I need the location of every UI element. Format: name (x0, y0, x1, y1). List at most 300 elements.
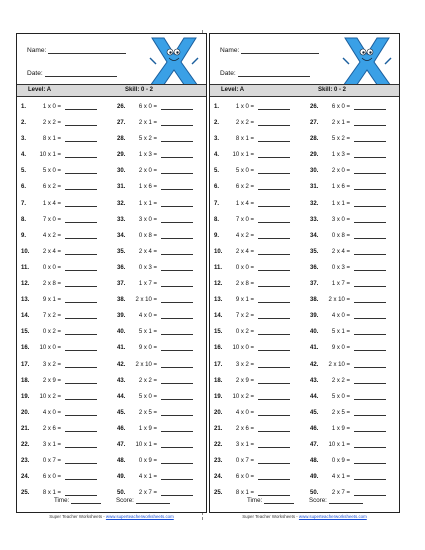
level-bar (210, 84, 399, 97)
name-field[interactable] (220, 46, 319, 54)
answer-blank[interactable] (354, 104, 386, 110)
answer-blank[interactable] (354, 410, 386, 416)
problem-number: 35. (310, 248, 319, 255)
problem-item (21, 120, 97, 126)
answer-blank[interactable] (65, 474, 97, 480)
problem-expression: 2 x 0 = (331, 168, 350, 175)
problem-number: 23. (21, 458, 30, 465)
problem-item (310, 201, 386, 207)
problem-number: 50. (310, 490, 319, 497)
problem-item (310, 313, 386, 319)
problem-item (214, 281, 290, 287)
answer-blank[interactable] (258, 281, 290, 287)
answer-blank[interactable] (161, 120, 193, 126)
problem-expression: 2 x 7 = (331, 490, 350, 497)
answer-blank[interactable] (161, 136, 193, 142)
time-field[interactable] (247, 497, 294, 504)
problem-item (310, 442, 386, 448)
answer-blank[interactable] (65, 313, 97, 319)
problem-item (214, 297, 290, 303)
answer-blank[interactable] (258, 329, 290, 335)
answer-blank[interactable] (354, 152, 386, 158)
answer-blank[interactable] (354, 442, 386, 448)
problem-expression: 8 x 1 = (235, 490, 254, 497)
problem-item (310, 458, 386, 464)
problem-expression: 5 x 1 = (331, 329, 350, 336)
problem-row (17, 149, 206, 165)
answer-blank[interactable] (354, 313, 386, 319)
answer-blank[interactable] (161, 297, 193, 303)
answer-blank[interactable] (161, 201, 193, 207)
problem-number: 11. (214, 264, 223, 271)
problem-item (310, 410, 386, 416)
problem-row (210, 181, 399, 197)
answer-blank[interactable] (65, 152, 97, 158)
problem-number: 5. (21, 168, 27, 175)
answer-blank[interactable] (65, 458, 97, 464)
answer-blank[interactable] (354, 474, 386, 480)
problem-item (310, 265, 386, 271)
problem-item (214, 201, 290, 207)
problem-number: 16. (214, 345, 223, 352)
problem-row (210, 149, 399, 165)
problem-expression: 5 x 0 = (235, 168, 254, 175)
problem-number: 12. (214, 281, 223, 288)
answer-blank[interactable] (258, 426, 290, 432)
problem-item (310, 152, 386, 158)
answer-blank[interactable] (258, 152, 290, 158)
problem-expression: 0 x 2 = (235, 329, 254, 336)
answer-blank[interactable] (354, 426, 386, 432)
problem-row (210, 407, 399, 423)
problem-item (117, 378, 193, 384)
problem-number: 33. (310, 216, 319, 223)
problem-number: 43. (310, 377, 319, 384)
problem-expression: 10 x 2 = (39, 393, 61, 400)
problem-expression: 2 x 8 = (42, 281, 61, 288)
problem-item (214, 329, 290, 335)
answer-blank[interactable] (65, 442, 97, 448)
problem-row (210, 455, 399, 471)
name-blank[interactable] (241, 46, 319, 54)
score-label: Score: (116, 497, 134, 504)
problem-row (17, 455, 206, 471)
problem-number: 36. (310, 264, 319, 271)
problem-item (117, 442, 193, 448)
answer-blank[interactable] (354, 362, 386, 368)
problem-expression: 9 x 0 = (331, 345, 350, 352)
answer-blank[interactable] (258, 104, 290, 110)
problem-expression: 2 x 10 = (328, 361, 350, 368)
answer-blank[interactable] (258, 249, 290, 255)
problem-expression: 10 x 1 = (39, 152, 61, 159)
answer-blank[interactable] (258, 378, 290, 384)
problem-item (117, 362, 193, 368)
answer-blank[interactable] (258, 458, 290, 464)
answer-blank[interactable] (161, 249, 193, 255)
problem-expression: 1 x 3 = (138, 152, 157, 159)
answer-blank[interactable] (354, 378, 386, 384)
problem-expression: 2 x 9 = (235, 377, 254, 384)
answer-blank[interactable] (258, 201, 290, 207)
answer-blank[interactable] (65, 329, 97, 335)
name-field[interactable] (27, 46, 126, 54)
answer-blank[interactable] (65, 104, 97, 110)
answer-blank[interactable] (65, 120, 97, 126)
problem-number: 44. (117, 393, 126, 400)
problem-item (310, 394, 386, 400)
date-blank[interactable] (238, 69, 310, 77)
answer-blank[interactable] (161, 442, 193, 448)
problem-number: 6. (214, 184, 220, 191)
answer-blank[interactable] (354, 281, 386, 287)
problem-expression: 1 x 1 = (331, 200, 350, 207)
worksheet-footer (17, 495, 206, 509)
problem-item (117, 152, 193, 158)
answer-blank[interactable] (354, 217, 386, 223)
problem-number: 45. (310, 409, 319, 416)
problem-row (17, 262, 206, 278)
answer-blank[interactable] (354, 168, 386, 174)
problem-expression: 1 x 6 = (138, 184, 157, 191)
problem-item (117, 217, 193, 223)
problem-expression: 6 x 0 = (138, 104, 157, 110)
answer-blank[interactable] (161, 233, 193, 239)
problem-expression: 3 x 2 = (235, 361, 254, 368)
answer-blank[interactable] (258, 474, 290, 480)
answer-blank[interactable] (65, 410, 97, 416)
problem-item (21, 442, 97, 448)
problem-item (21, 201, 97, 207)
answer-blank[interactable] (65, 426, 97, 432)
problem-expression: 2 x 10 = (135, 297, 157, 304)
problem-number: 40. (117, 329, 126, 336)
problem-expression: 2 x 4 = (331, 248, 350, 255)
answer-blank[interactable] (161, 458, 193, 464)
problem-item (117, 249, 193, 255)
answer-blank[interactable] (65, 217, 97, 223)
answer-blank[interactable] (258, 217, 290, 223)
problem-row (210, 342, 399, 358)
answer-blank[interactable] (161, 168, 193, 174)
problem-number: 39. (310, 313, 319, 320)
score-blank[interactable] (136, 497, 170, 504)
answer-blank[interactable] (65, 345, 97, 351)
problem-number: 4. (214, 152, 220, 159)
problem-expression: 1 x 7 = (138, 281, 157, 288)
problem-number: 15. (214, 329, 223, 336)
answer-blank[interactable] (161, 329, 193, 335)
answer-blank[interactable] (161, 474, 193, 480)
problem-number: 42. (117, 361, 126, 368)
answer-blank[interactable] (161, 184, 193, 190)
answer-blank[interactable] (258, 233, 290, 239)
problem-expression: 2 x 2 = (42, 120, 61, 127)
problem-number: 30. (310, 168, 319, 175)
problem-row (17, 181, 206, 197)
problem-row (210, 117, 399, 133)
problem-number: 24. (214, 474, 223, 481)
answer-blank[interactable] (65, 249, 97, 255)
problem-row (17, 117, 206, 133)
problem-expression: 1 x 3 = (331, 152, 350, 159)
problem-row (17, 359, 206, 375)
problem-expression: 5 x 2 = (331, 136, 350, 143)
answer-blank[interactable] (354, 265, 386, 271)
problem-number: 49. (310, 474, 319, 481)
problem-row (17, 214, 206, 230)
answer-blank[interactable] (354, 394, 386, 400)
answer-blank[interactable] (354, 120, 386, 126)
problem-expression: 1 x 1 = (138, 200, 157, 207)
problem-row (17, 310, 206, 326)
answer-blank[interactable] (258, 394, 290, 400)
answer-blank[interactable] (258, 297, 290, 303)
problem-expression: 9 x 0 = (138, 345, 157, 352)
time-label: Time: (54, 497, 70, 504)
problem-item (117, 426, 193, 432)
problem-item (117, 168, 193, 174)
answer-blank[interactable] (161, 313, 193, 319)
time-field[interactable] (54, 497, 101, 504)
problem-number: 5. (214, 168, 220, 175)
answer-blank[interactable] (161, 265, 193, 271)
problem-number: 37. (310, 281, 319, 288)
problem-number: 22. (214, 441, 223, 448)
problem-row (210, 230, 399, 246)
problem-item (117, 136, 193, 142)
answer-blank[interactable] (258, 184, 290, 190)
problem-number: 37. (117, 281, 126, 288)
answer-blank[interactable] (161, 281, 193, 287)
time-blank[interactable] (71, 497, 101, 504)
problem-grid (210, 101, 399, 503)
answer-blank[interactable] (258, 442, 290, 448)
problem-item (21, 345, 97, 351)
answer-blank[interactable] (258, 136, 290, 142)
answer-blank[interactable] (161, 378, 193, 384)
problem-row (17, 230, 206, 246)
problem-number: 27. (310, 120, 319, 127)
answer-blank[interactable] (65, 362, 97, 368)
problem-expression: 4 x 0 = (138, 313, 157, 320)
problem-item (310, 426, 386, 432)
problem-expression: 0 x 2 = (42, 329, 61, 336)
date-field[interactable] (27, 69, 117, 77)
level-bar (17, 84, 206, 97)
problem-row (17, 407, 206, 423)
answer-blank[interactable] (161, 217, 193, 223)
answer-blank[interactable] (354, 458, 386, 464)
problem-item (310, 120, 386, 126)
problem-number: 6. (21, 184, 27, 191)
answer-blank[interactable] (65, 297, 97, 303)
problem-expression: 2 x 10 = (328, 297, 350, 304)
time-blank[interactable] (264, 497, 294, 504)
answer-blank[interactable] (354, 184, 386, 190)
problem-number: 28. (117, 136, 126, 143)
answer-blank[interactable] (161, 362, 193, 368)
answer-blank[interactable] (258, 313, 290, 319)
problem-expression: 2 x 5 = (331, 409, 350, 416)
problem-number: 10. (21, 248, 30, 255)
answer-blank[interactable] (65, 136, 97, 142)
answer-blank[interactable] (65, 281, 97, 287)
problem-number: 29. (117, 152, 126, 159)
problem-expression: 6 x 2 = (235, 184, 254, 191)
problem-item (21, 249, 97, 255)
problem-row (17, 326, 206, 342)
problem-number: 28. (310, 136, 319, 143)
date-field[interactable] (220, 69, 310, 77)
answer-blank[interactable] (65, 201, 97, 207)
answer-blank[interactable] (161, 426, 193, 432)
answer-blank[interactable] (354, 249, 386, 255)
answer-blank[interactable] (354, 329, 386, 335)
problem-number: 8. (21, 216, 27, 223)
problem-expression: 1 x 7 = (331, 281, 350, 288)
problem-row (210, 262, 399, 278)
problem-expression: 8 x 1 = (235, 136, 254, 143)
worksheet-header (210, 34, 399, 84)
problem-item (214, 474, 290, 480)
problem-item (214, 104, 290, 110)
problem-row (210, 294, 399, 310)
problem-number: 21. (214, 425, 223, 432)
problem-item (214, 136, 290, 142)
answer-blank[interactable] (258, 345, 290, 351)
problem-expression: 10 x 1 = (232, 152, 254, 159)
problem-number: 29. (310, 152, 319, 159)
problem-number: 14. (21, 313, 30, 320)
problem-row (210, 246, 399, 262)
answer-blank[interactable] (161, 345, 193, 351)
problem-expression: 10 x 0 = (232, 345, 254, 352)
problem-expression: 5 x 0 = (42, 168, 61, 175)
problem-row (17, 375, 206, 391)
problem-item (21, 281, 97, 287)
problem-expression: 10 x 2 = (232, 393, 254, 400)
problem-item (214, 217, 290, 223)
problem-row (17, 278, 206, 294)
problem-item (117, 329, 193, 335)
problem-number: 36. (117, 264, 126, 271)
problem-row (17, 133, 206, 149)
answer-blank[interactable] (258, 120, 290, 126)
problem-number: 46. (310, 425, 319, 432)
problem-expression: 2 x 1 = (138, 120, 157, 127)
answer-blank[interactable] (354, 201, 386, 207)
answer-blank[interactable] (161, 394, 193, 400)
problem-item (117, 410, 193, 416)
problem-item (214, 458, 290, 464)
name-blank[interactable] (48, 46, 126, 54)
answer-blank[interactable] (65, 184, 97, 190)
problem-expression: 2 x 5 = (138, 409, 157, 416)
problem-row (210, 133, 399, 149)
date-label: Date: (27, 70, 43, 77)
problem-item (117, 120, 193, 126)
date-blank[interactable] (45, 69, 117, 77)
score-field[interactable] (309, 497, 363, 504)
credit-link[interactable]: www.superteacherworksheets.com (298, 514, 367, 519)
problem-row (210, 278, 399, 294)
problem-expression: 6 x 0 = (331, 104, 350, 110)
problem-number: 26. (310, 104, 319, 110)
problem-row (210, 198, 399, 214)
problem-item (310, 136, 386, 142)
answer-blank[interactable] (354, 233, 386, 239)
answer-blank[interactable] (258, 265, 290, 271)
problem-item (21, 233, 97, 239)
problem-item (117, 458, 193, 464)
credit-link[interactable]: www.superteacherworksheets.com (105, 514, 174, 519)
problem-expression: 5 x 0 = (138, 393, 157, 400)
problem-expression: 3 x 0 = (138, 216, 157, 223)
problem-item (21, 297, 97, 303)
problem-grid (17, 101, 206, 503)
score-blank[interactable] (329, 497, 363, 504)
problem-row (210, 471, 399, 487)
problem-expression: 2 x 1 = (331, 120, 350, 127)
problem-expression: 2 x 7 = (138, 490, 157, 497)
answer-blank[interactable] (354, 136, 386, 142)
problem-row (210, 423, 399, 439)
answer-blank[interactable] (354, 297, 386, 303)
problem-item (117, 281, 193, 287)
problem-row (210, 101, 399, 117)
problem-item (21, 313, 97, 319)
answer-blank[interactable] (65, 168, 97, 174)
worksheet-footer (210, 495, 399, 509)
problem-expression: 0 x 7 = (42, 458, 61, 465)
answer-blank[interactable] (65, 378, 97, 384)
problem-number: 34. (310, 232, 319, 239)
problem-number: 10. (214, 248, 223, 255)
problem-row (210, 391, 399, 407)
problem-number: 25. (214, 490, 223, 497)
problem-number: 11. (21, 264, 30, 271)
problem-number: 1. (21, 104, 27, 110)
answer-blank[interactable] (161, 104, 193, 110)
problem-item (117, 345, 193, 351)
answer-blank[interactable] (258, 410, 290, 416)
problem-number: 15. (21, 329, 30, 336)
score-field[interactable] (116, 497, 170, 504)
answer-blank[interactable] (65, 394, 97, 400)
answer-blank[interactable] (65, 265, 97, 271)
problem-item (310, 281, 386, 287)
problem-number: 23. (214, 458, 223, 465)
problem-number: 42. (310, 361, 319, 368)
problem-item (117, 394, 193, 400)
problem-number: 22. (21, 441, 30, 448)
answer-blank[interactable] (161, 152, 193, 158)
problem-expression: 2 x 6 = (235, 425, 254, 432)
answer-blank[interactable] (354, 345, 386, 351)
problem-item (310, 233, 386, 239)
problem-item (310, 104, 386, 110)
problem-number: 17. (21, 361, 30, 368)
problem-item (214, 233, 290, 239)
problem-number: 44. (310, 393, 319, 400)
answer-blank[interactable] (65, 233, 97, 239)
answer-blank[interactable] (258, 362, 290, 368)
problem-item (310, 474, 386, 480)
problem-number: 31. (117, 184, 126, 191)
answer-blank[interactable] (258, 168, 290, 174)
answer-blank[interactable] (161, 410, 193, 416)
